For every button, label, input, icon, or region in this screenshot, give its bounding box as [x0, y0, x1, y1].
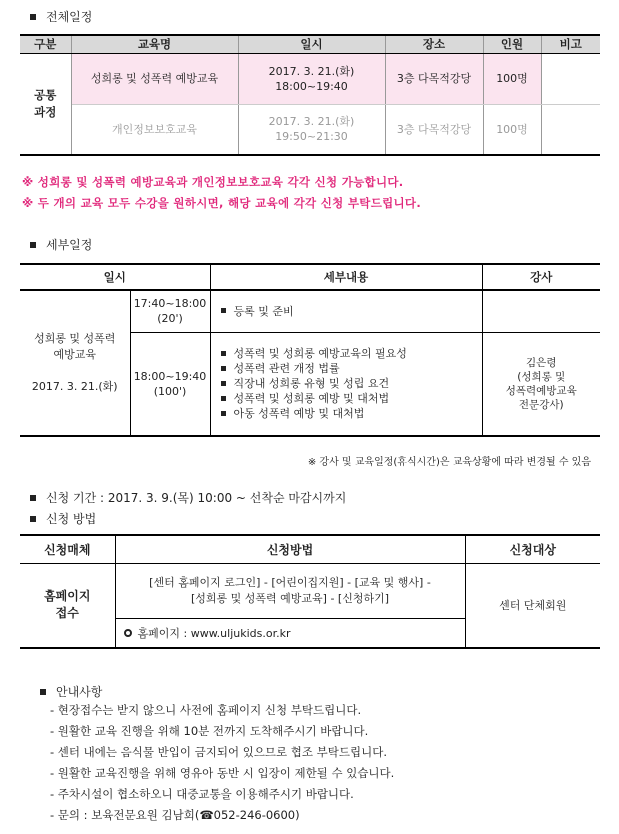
- table-row: [20, 563, 600, 618]
- category-cell: 공통 과정: [20, 53, 71, 155]
- section-title-text: 전체일정: [46, 10, 93, 24]
- list-item-text: 등록 및 준비: [233, 304, 294, 318]
- date-text: 2017. 3. 21.(화): [268, 64, 355, 78]
- count-cell: 100명: [483, 53, 541, 104]
- medium-cell: 홈페이지 접수: [20, 563, 115, 648]
- lecturer-cell: 김은령 (성희롱 및 성폭력예방교육 전문강사): [482, 332, 600, 436]
- apply-method-title-text: 신청 방법: [46, 512, 97, 526]
- header-target: 신청대상: [465, 535, 600, 563]
- square-bullet-icon: [30, 495, 36, 501]
- method-cell: [115, 563, 465, 618]
- note-cell: [541, 53, 600, 104]
- square-bullet-icon: [30, 14, 36, 20]
- header-datetime: 일시: [20, 264, 210, 290]
- time-cell: [130, 290, 210, 332]
- time-text: 17:40~18:00: [133, 297, 207, 311]
- datetime-cell: [238, 53, 385, 104]
- notice-line: ※ 두 개의 교육 모두 수강을 원하시면, 해당 교육에 각각 신청 부탁드립니다.: [22, 196, 422, 210]
- table-row: [20, 104, 600, 155]
- header-lecturer: 강사: [482, 264, 600, 290]
- list-item: [221, 361, 482, 376]
- square-bullet-icon: [221, 351, 226, 356]
- apply-period: [30, 489, 346, 506]
- list-item: - 주차시설이 협소하오니 대중교통을 이용해주시기 바랍니다.: [50, 787, 354, 801]
- date-text: 2017. 3. 21.(화): [268, 115, 355, 129]
- square-bullet-icon: [221, 381, 226, 386]
- section-title-detail-schedule: [30, 236, 92, 253]
- detail-schedule-table: [20, 263, 600, 437]
- list-item: - 원활한 교육 진행을 위해 10분 전까지 도착해주시기 바랍니다.: [50, 724, 369, 738]
- count-cell: 100명: [483, 104, 541, 155]
- target-cell: 센터 단체회원: [465, 563, 600, 648]
- header-datetime: 일시: [238, 35, 385, 53]
- list-item-text: 성폭력 및 성희롱 예방교육의 필요성: [233, 347, 407, 361]
- list-item: [221, 346, 482, 361]
- homepage-text: 홈페이지 : www.uljukids.or.kr: [137, 626, 291, 640]
- table-header-row: [20, 535, 600, 563]
- section-title-overall-schedule: [30, 8, 92, 25]
- table-row: [20, 53, 600, 104]
- list-item: - 현장접수는 받지 않으니 사전에 홈페이지 신청 부탁드립니다.: [50, 703, 362, 717]
- time-text: 18:00~19:40: [133, 369, 207, 383]
- list-item-text: 성폭력 및 성희롱 예방 및 대처법: [233, 392, 390, 406]
- method-text: [센터 홈페이지 로그인] - [어린이집지원] - [교육 및 행사] -: [149, 575, 431, 589]
- place-cell: 3층 다목적강당: [385, 104, 483, 155]
- apply-method-title: [30, 510, 96, 527]
- course-name-text: 성희롱 및 성폭력 예방교육: [34, 332, 116, 361]
- square-bullet-icon: [30, 516, 36, 522]
- square-bullet-icon: [221, 411, 226, 416]
- list-item: - 문의 : 보육전문요원 김남희(☎052-246-0600): [50, 808, 300, 822]
- detail-note: ※ 강사 및 교육일정(휴식시간)은 교육상황에 따라 변경될 수 있음: [307, 457, 591, 468]
- list-item: [221, 304, 482, 319]
- course-name-cell: 개인정보보호교육: [71, 104, 238, 155]
- table-row: [20, 290, 600, 332]
- list-item: [221, 406, 482, 421]
- duration-text: (20'): [157, 312, 183, 326]
- homepage-cell: [115, 618, 465, 648]
- content-cell: [210, 290, 482, 332]
- list-item: - 센터 내에는 음식물 반입이 금지되어 있으므로 협조 부탁드립니다.: [50, 745, 387, 759]
- section-title-text: 세부일정: [46, 238, 93, 252]
- datetime-cell: [238, 104, 385, 155]
- list-item: [221, 376, 482, 391]
- overall-schedule-table: [20, 34, 600, 156]
- content-cell: [210, 332, 482, 436]
- duration-text: (100'): [153, 384, 187, 398]
- header-count: 인원: [483, 35, 541, 53]
- header-place: 장소: [385, 35, 483, 53]
- list-item-text: 직장내 성희롱 유형 및 성립 요건: [233, 377, 390, 391]
- time-cell: [130, 332, 210, 436]
- guide-list: [50, 700, 394, 826]
- method-text: [성희롱 및 성폭력 예방교육] - [신청하기]: [190, 591, 389, 605]
- apply-method-table: [20, 534, 600, 649]
- header-course-name: 교육명: [71, 35, 238, 53]
- list-item-text: 아동 성폭력 예방 및 대처법: [233, 407, 365, 421]
- header-content: 세부내용: [210, 264, 482, 290]
- square-bullet-icon: [30, 242, 36, 248]
- time-text: 19:50~21:30: [275, 130, 348, 144]
- list-item: [221, 391, 482, 406]
- time-text: 18:00~19:40: [275, 79, 348, 93]
- table-header-row: [20, 264, 600, 290]
- place-cell: 3층 다목적강당: [385, 53, 483, 104]
- square-bullet-icon: [40, 689, 46, 695]
- lecturer-cell: [482, 290, 600, 332]
- list-item: - 원활한 교육진행을 위해 영유아 동반 시 입장이 제한될 수 있습니다.: [50, 766, 395, 780]
- guide-title: [40, 683, 102, 700]
- square-bullet-icon: [221, 366, 226, 371]
- apply-period-text: 신청 기간 : 2017. 3. 9.(목) 10:00 ~ 선착순 마감시까지: [46, 491, 347, 505]
- square-bullet-icon: [221, 396, 226, 401]
- course-name-cell: 성희롱 및 성폭력 예방교육: [71, 53, 238, 104]
- table-header-row: [20, 35, 600, 53]
- notice-line: ※ 성희롱 및 성폭력 예방교육과 개인정보보호교육 각각 신청 가능합니다.: [22, 175, 404, 189]
- list-item-text: 성폭력 관련 개정 법률: [233, 362, 340, 376]
- header-category: 구분: [20, 35, 71, 53]
- header-note: 비고: [541, 35, 600, 53]
- course-date-text: 2017. 3. 21.(화): [31, 380, 118, 393]
- header-medium: 신청매체: [20, 535, 115, 563]
- course-cell: [20, 290, 130, 436]
- circle-bullet-icon: [124, 629, 132, 637]
- square-bullet-icon: [221, 308, 226, 313]
- note-cell: [541, 104, 600, 155]
- guide-title-text: 안내사항: [56, 685, 103, 699]
- header-method: 신청방법: [115, 535, 465, 563]
